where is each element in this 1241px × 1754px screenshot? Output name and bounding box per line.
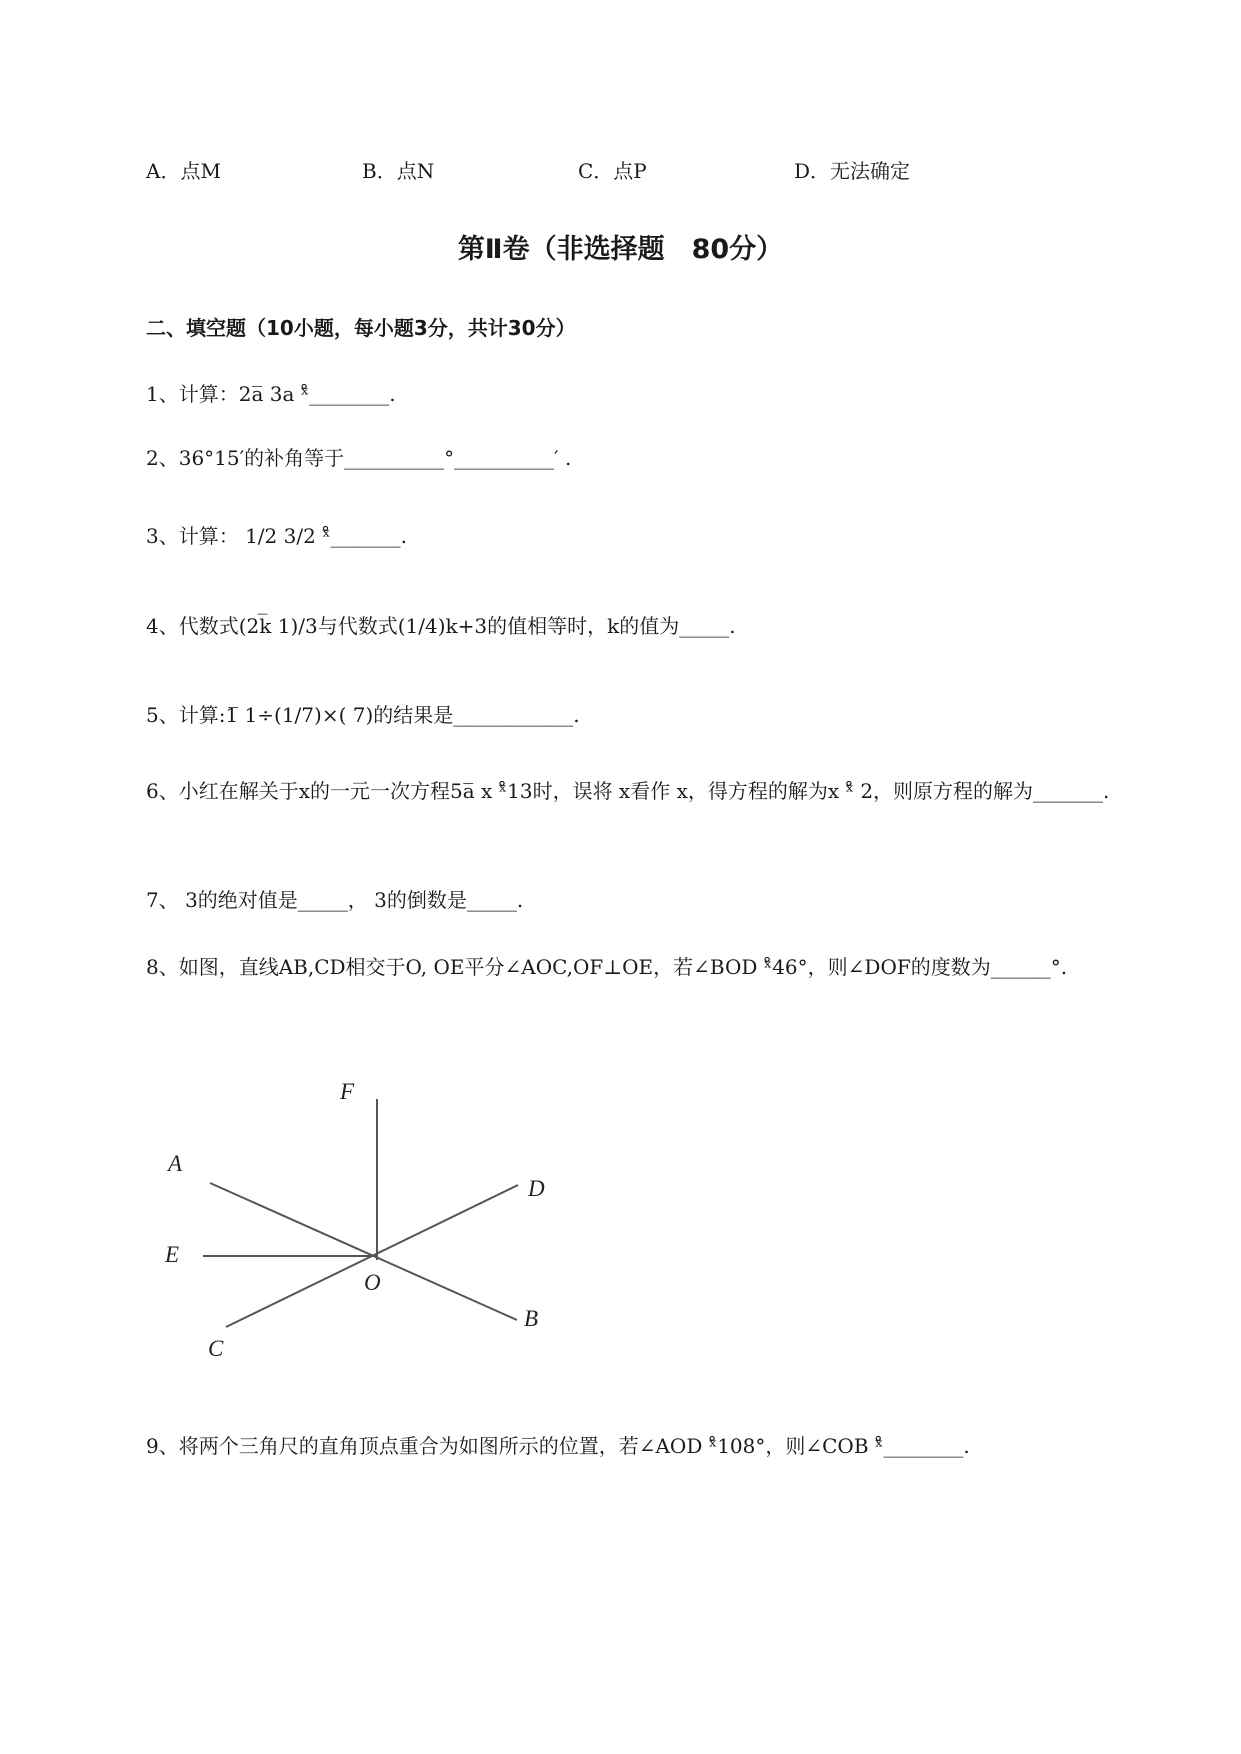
- label-o: O: [364, 1270, 381, 1295]
- label-c: C: [208, 1336, 224, 1361]
- label-f: F: [340, 1079, 355, 1104]
- label-d: D: [528, 1176, 545, 1201]
- label-b: B: [524, 1306, 539, 1331]
- option-a: A．点M: [146, 159, 221, 183]
- option-d: D．无法确定: [794, 159, 911, 183]
- label-a: A: [168, 1151, 183, 1176]
- question-6: 6、小红在解关于x的一元一次方程5a̅ x ˣ̊13时，误将 x看作 x，得方程的解为x ˣ̊ 2，则原方程的解为_______.: [146, 779, 1110, 803]
- question-3: 3、计算： 1/2 3/2 ˣ̊_______.: [146, 524, 408, 548]
- option-b: B．点N: [362, 159, 435, 183]
- question-5: 5、计算:1̅ 1÷(1/7)×( 7)的结果是____________.: [146, 703, 580, 727]
- option-c: C．点P: [578, 159, 647, 183]
- question-7: 7、 3的绝对值是_____， 3的倒数是_____.: [146, 888, 524, 912]
- question-1: 1、计算：2a̅ 3a ˣ̊________.: [146, 382, 396, 406]
- question-8: 8、如图，直线AB,CD相交于O, OE平分∠AOC,OF⊥OE，若∠BOD ˣ̊46°，则∠DOF的度数为______°.: [146, 955, 1068, 979]
- line-ab: [210, 1183, 517, 1320]
- question-4: 4、代数式(2k̅ 1)/3与代数式(1/4)k+3的值相等时，k的值为_____.: [146, 614, 736, 638]
- question-2: 2、36°15′的补角等于__________°__________′ .: [146, 446, 572, 470]
- section-title: 二、填空题（10小题，每小题3分，共计30分）: [146, 316, 576, 340]
- volume-title: 第Ⅱ卷（非选择题 80分）: [457, 234, 784, 265]
- line-cd: [226, 1185, 518, 1327]
- question-9: 9、将两个三角尺的直角顶点重合为如图所示的位置，若∠AOD ˣ̊108°，则∠COB ˣ̊________.: [146, 1434, 970, 1458]
- label-e: E: [165, 1242, 180, 1267]
